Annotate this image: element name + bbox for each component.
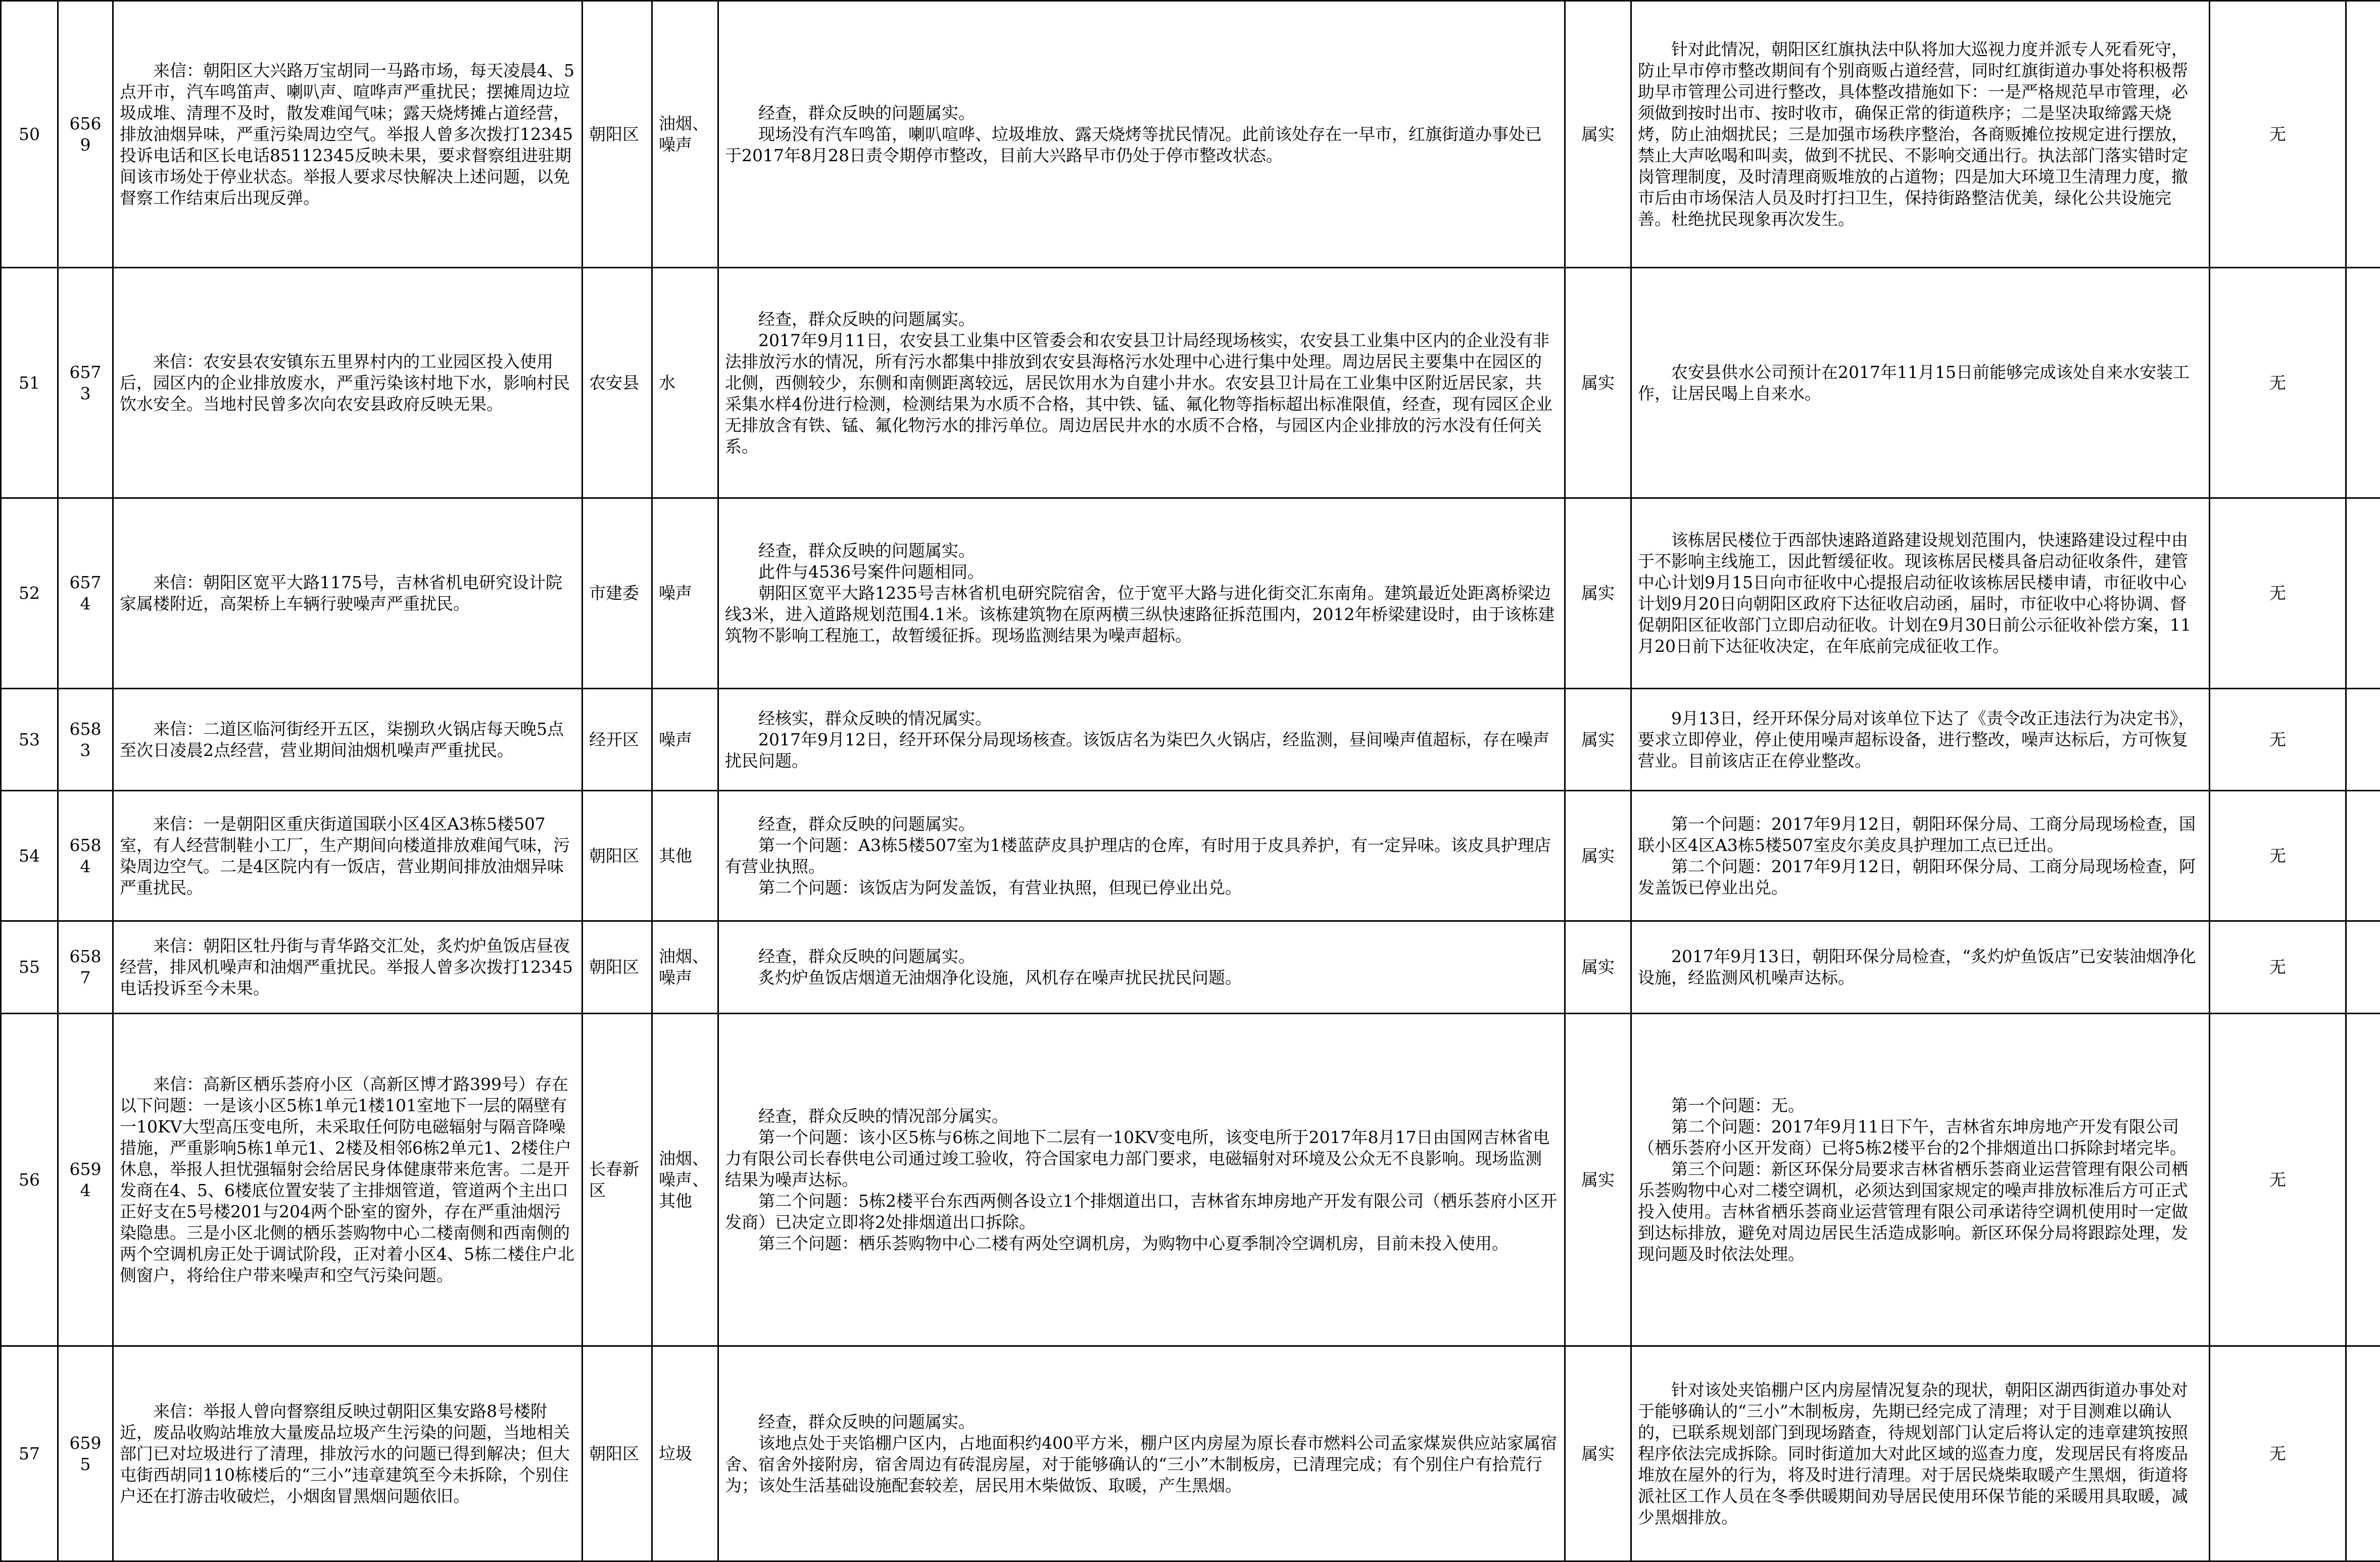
district: 朝阳区 (582, 791, 652, 921)
handling-cell (1631, 1, 2210, 268)
findings-paragraph: 经查，群众反映的问题属实。 (725, 309, 1558, 330)
pollution-type: 其他 (652, 791, 718, 921)
table-row (1, 689, 2380, 791)
findings-paragraph: 炙灼炉鱼饭店烟道无油烟净化设施，风机存在噪声扰民扰民问题。 (725, 967, 1558, 988)
handling-paragraph: 该栋居民楼位于西部快速路道路建设规划范围内，快速路建设过程中由于不影响主线施工，因此暂缓征收。现该栋居民楼具备启动征收条件，建管中心计划9月15日向市征收中心提报启动征收该栋居民楼申请，市征收中心计划9月20日向朝阳区政府下达征收启动函，届时，市征收中心将协调、督促朝阳区征收部门立即启动征收。计划在9月30日前公示征收补偿方案，11月20日前下达征收决定，在年底前完成征收工作。 (1638, 530, 2203, 657)
findings-paragraph: 经查，群众反映的情况部分属实。 (725, 1106, 1558, 1127)
row-number: 55 (1, 921, 58, 1014)
findings-paragraph: 经查，群众反映的问题属实。 (725, 540, 1558, 561)
table-row (1, 791, 2380, 921)
handling-cell (1631, 689, 2210, 791)
extra-cell (2346, 791, 2380, 921)
verdict: 属实 (1565, 268, 1631, 498)
row-number: 51 (1, 268, 58, 498)
row-number: 56 (1, 1014, 58, 1346)
table-row (1, 498, 2380, 689)
case-id: 6583 (58, 689, 113, 791)
handling-cell (1631, 498, 2210, 689)
table-row (1, 1346, 2380, 1561)
findings-cell (718, 498, 1565, 689)
case-id: 6584 (58, 791, 113, 921)
findings-paragraph: 第二个问题：该饭店为阿发盖饭，有营业执照，但现已停业出兑。 (725, 877, 1558, 898)
district: 农安县 (582, 268, 652, 498)
row-number: 57 (1, 1346, 58, 1561)
penalty: 无 (2210, 689, 2346, 791)
pollution-type: 噪声 (652, 689, 718, 791)
row-number: 50 (1, 1, 58, 268)
penalty: 无 (2210, 1, 2346, 268)
findings-cell (718, 1, 1565, 268)
case-id: 6587 (58, 921, 113, 1014)
pollution-type: 油烟、噪声 (652, 1, 718, 268)
handling-paragraph: 第三个问题：新区环保分局要求吉林省栖乐荟商业运营管理有限公司栖乐荟购物中心对二楼空调机，必须达到国家规定的噪声排放标准后方可正式投入使用。吉林省栖乐荟商业运营管理有限公司承诺待空调机使用时一定做到达标排放，避免对周边居民生活造成影响。新区环保分局将跟踪处理，发现问题及时依法处理。 (1638, 1159, 2203, 1265)
findings-paragraph: 经查，群众反映的问题属实。 (725, 814, 1558, 835)
district: 朝阳区 (582, 1, 652, 268)
complaint-text: 来信：朝阳区牡丹街与青华路交汇处，炙灼炉鱼饭店昼夜经营，排风机噪声和油烟严重扰民。举报人曾多次拨打12345电话投诉至今未果。 (113, 921, 582, 1014)
findings-paragraph: 第二个问题：5栋2楼平台东西两侧各设立1个排烟道出口，吉林省东坤房地产开发有限公司（栖乐荟府小区开发商）已决定立即将2处排烟道出口拆除。 (725, 1191, 1558, 1233)
case-id: 6595 (58, 1346, 113, 1561)
case-id: 6574 (58, 498, 113, 689)
findings-paragraph: 第三个问题：栖乐荟购物中心二楼有两处空调机房，为购物中心夏季制冷空调机房，目前未投入使用。 (725, 1233, 1558, 1254)
findings-paragraph: 2017年9月12日，经开环保分局现场核查。该饭店名为柒巴久火锅店，经监测，昼间噪声值超标，存在噪声扰民问题。 (725, 729, 1558, 772)
pollution-type: 噪声 (652, 498, 718, 689)
penalty: 无 (2210, 268, 2346, 498)
case-table-body (1, 1, 2380, 1561)
verdict: 属实 (1565, 921, 1631, 1014)
handling-cell (1631, 268, 2210, 498)
complaint-text: 来信：朝阳区大兴路万宝胡同一马路市场，每天凌晨4、5点开市，汽车鸣笛声、喇叭声、喧哗声严重扰民；摆摊周边垃圾成堆、清理不及时，散发难闻气味；露天烧烤摊占道经营，排放油烟异味，严重污染周边空气。举报人曾多次拨打12345投诉电话和区长电话85112345反映未果，要求督察组进驻期间该市场处于停业状态。举报人要求尽快解决上述问题，以免督察工作结束后出现反弹。 (113, 1, 582, 268)
row-number: 52 (1, 498, 58, 689)
findings-paragraph: 经查，群众反映的问题属实。 (725, 1411, 1558, 1433)
findings-cell (718, 1014, 1565, 1346)
handling-cell (1631, 791, 2210, 921)
findings-cell (718, 689, 1565, 791)
findings-paragraph: 经查，群众反映的问题属实。 (725, 103, 1558, 124)
handling-paragraph: 第二个问题：2017年9月11日下午，吉林省东坤房地产开发有限公司（栖乐荟府小区开发商）已将5栋2楼平台的2个排烟道出口拆除封堵完毕。 (1638, 1116, 2203, 1159)
handling-paragraph: 针对此情况，朝阳区红旗执法中队将加大巡视力度并派专人死看死守，防止早市停市整改期间有个别商贩占道经营，同时红旗街道办事处将积极帮助早市管理公司进行整改，具体整改措施如下：一是严格规范早市管理，必须做到按时出市、按时收市，确保正常的街道秩序；二是坚决取缔露天烧烤，防止油烟扰民；三是加强市场秩序整治，各商贩摊位按规定进行摆放，禁止大声吆喝和叫卖，做到不扰民、不影响交通出行。执法部门落实错时定岗管理制度，及时清理商贩堆放的占道物；四是加大环境卫生清理力度，撤市后由市场保洁人员及时打扫卫生，保持街路整洁优美，绿化公共设施完善。杜绝扰民现象再次发生。 (1638, 39, 2203, 230)
case-id: 6573 (58, 268, 113, 498)
findings-paragraph: 经核实，群众反映的情况属实。 (725, 708, 1558, 729)
penalty: 无 (2210, 1014, 2346, 1346)
findings-paragraph: 第一个问题：A3栋5楼507室为1楼蓝萨皮具护理店的仓库，有时用于皮具养护，有一定异味。该皮具护理店有营业执照。 (725, 835, 1558, 877)
findings-cell (718, 268, 1565, 498)
row-number: 53 (1, 689, 58, 791)
district: 经开区 (582, 689, 652, 791)
extra-cell (2346, 921, 2380, 1014)
pollution-type: 油烟、噪声、其他 (652, 1014, 718, 1346)
district: 朝阳区 (582, 1346, 652, 1561)
findings-paragraph: 现场没有汽车鸣笛，喇叭喧哗、垃圾堆放、露天烧烤等扰民情况。此前该处存在一早市，红旗街道办事处已于2017年8月28日责令期停市整改，目前大兴路早市仍处于停市整改状态。 (725, 124, 1558, 166)
handling-paragraph: 第一个问题：无。 (1638, 1095, 2203, 1116)
district: 朝阳区 (582, 921, 652, 1014)
handling-paragraph: 9月13日，经开环保分局对该单位下达了《责令改正违法行为决定书》，要求立即停业，停止使用噪声超标设备，进行整改，噪声达标后，方可恢复营业。目前该店正在停业整改。 (1638, 708, 2203, 772)
row-number: 54 (1, 791, 58, 921)
verdict: 属实 (1565, 689, 1631, 791)
case-id: 6594 (58, 1014, 113, 1346)
verdict: 属实 (1565, 1014, 1631, 1346)
extra-cell (2346, 689, 2380, 791)
complaint-text: 来信：一是朝阳区重庆街道国联小区4区A3栋5楼507室，有人经营制鞋小工厂，生产期间向楼道排放难闻气味，污染周边空气。二是4区院内有一饭店，营业期间排放油烟异味严重扰民。 (113, 791, 582, 921)
pollution-type: 垃圾 (652, 1346, 718, 1561)
findings-paragraph: 此件与4536号案件问题相同。 (725, 561, 1558, 583)
extra-cell (2346, 1346, 2380, 1561)
complaint-text: 来信：高新区栖乐荟府小区（高新区博才路399号）存在以下问题：一是该小区5栋1单元1楼101室地下一层的隔壁有一10KV大型高压变电所，未采取任何防电磁辐射与隔音降噪措施，严重影响5栋1单元1、2楼及相邻6栋2单元1、2楼住户休息，举报人担忧强辐射会给居民身体健康带来危害。二是开发商在4、5、6楼底位置安装了主排烟管道，管道两个主出口正好支在5号楼201与204两个卧室的窗外，存在严重油烟污染隐患。三是小区北侧的栖乐荟购物中心二楼南侧和西南侧的两个空调机房正处于调试阶段，正对着小区4、5栋二楼住户北侧窗户，将给住户带来噪声和空气污染问题。 (113, 1014, 582, 1346)
penalty: 无 (2210, 921, 2346, 1014)
verdict: 属实 (1565, 1, 1631, 268)
extra-cell (2346, 1014, 2380, 1346)
findings-paragraph: 该地点处于夹馅棚户区内，占地面积约400平方米，棚户区内房屋为原长春市燃料公司孟家煤炭供应站家属宿舍、宿舍外接附房，宿舍周边有砖混房屋，对于能够确认的“三小”木制板房，已清理完成；有个别住户有拾荒行为；该处生活基础设施配套较差，居民用木柴做饭、取暖，产生黑烟。 (725, 1433, 1558, 1496)
pollution-type: 水 (652, 268, 718, 498)
handling-paragraph: 第二个问题：2017年9月12日，朝阳环保分局、工商分局现场检查，阿发盖饭已停业出兑。 (1638, 856, 2203, 898)
complaint-text: 来信：举报人曾向督察组反映过朝阳区集安路8号楼附近，废品收购站堆放大量废品垃圾产生污染的问题，当地相关部门已对垃圾进行了清理，排放污水的问题已得到解决；但大屯街西胡同110栋楼后的“三小”违章建筑至今未拆除，个别住户还在打游击收破烂，小烟囱冒黑烟问题依旧。 (113, 1346, 582, 1561)
verdict: 属实 (1565, 791, 1631, 921)
handling-paragraph: 针对该处夹馅棚户区内房屋情况复杂的现状，朝阳区湖西街道办事处对于能够确认的“三小”木制板房，先期已经完成了清理；对于目测难以确认的，已联系规划部门到现场踏查，待规划部门认定后将认定的违章建筑按照程序依法完成拆除。同时街道加大对此区域的巡查力度，发现居民有将废品堆放在屋外的行为，将及时进行清理。对于居民烧柴取暖产生黑烟，街道将派社区工作人员在冬季供暖期间劝导居民使用环保节能的采暖用具取暖，减少黑烟排放。 (1638, 1380, 2203, 1528)
district: 市建委 (582, 498, 652, 689)
table-row (1, 268, 2380, 498)
verdict: 属实 (1565, 1346, 1631, 1561)
complaint-text: 来信：农安县农安镇东五里界村内的工业园区投入使用后，园区内的企业排放废水，严重污染该村地下水，影响村民饮水安全。当地村民曾多次向农安县政府反映无果。 (113, 268, 582, 498)
findings-cell (718, 1346, 1565, 1561)
penalty: 无 (2210, 791, 2346, 921)
table-row (1, 1, 2380, 268)
case-id: 6569 (58, 1, 113, 268)
table-row (1, 921, 2380, 1014)
findings-paragraph: 经查，群众反映的问题属实。 (725, 946, 1558, 967)
complaint-text: 来信：朝阳区宽平大路1175号，吉林省机电研究设计院家属楼附近，高架桥上车辆行驶噪声严重扰民。 (113, 498, 582, 689)
extra-cell (2346, 498, 2380, 689)
handling-paragraph: 第一个问题：2017年9月12日，朝阳环保分局、工商分局现场检查，国联小区4区A3栋5楼507室皮尔美皮具护理加工点已迁出。 (1638, 814, 2203, 856)
extra-cell (2346, 1, 2380, 268)
handling-cell (1631, 921, 2210, 1014)
penalty: 无 (2210, 1346, 2346, 1561)
table-row (1, 1014, 2380, 1346)
findings-cell (718, 921, 1565, 1014)
complaint-text: 来信：二道区临河街经开五区，柒捌玖火锅店每天晚5点至次日凌晨2点经营，营业期间油烟机噪声严重扰民。 (113, 689, 582, 791)
findings-cell (718, 791, 1565, 921)
penalty: 无 (2210, 498, 2346, 689)
district: 长春新区 (582, 1014, 652, 1346)
handling-cell (1631, 1014, 2210, 1346)
handling-cell (1631, 1346, 2210, 1561)
pollution-type: 油烟、噪声 (652, 921, 718, 1014)
verdict: 属实 (1565, 498, 1631, 689)
findings-paragraph: 朝阳区宽平大路1235号吉林省机电研究院宿舍，位于宽平大路与进化街交汇东南角。建筑最近处距离桥梁边线3米，进入道路规划范围4.1米。该栋建筑物在原两横三纵快速路征拆范围内，2012年桥梁建设时，由于该栋建筑物不影响工程施工，故暂缓征拆。现场监测结果为噪声超标。 (725, 583, 1558, 646)
handling-paragraph: 农安县供水公司预计在2017年11月15日前能够完成该处自来水安装工作，让居民喝上自来水。 (1638, 362, 2203, 404)
findings-paragraph: 第一个问题：该小区5栋与6栋之间地下二层有一10KV变电所，该变电所于2017年8月17日由国网吉林省电力有限公司长春供电公司通过竣工验收，符合国家电力部门要求，电磁辐射对环境及公众无不良影响。现场监测结果为噪声达标。 (725, 1127, 1558, 1191)
handling-paragraph: 2017年9月13日，朝阳环保分局检查，“炙灼炉鱼饭店”已安装油烟净化设施，经监测风机噪声达标。 (1638, 946, 2203, 988)
findings-paragraph: 2017年9月11日，农安县工业集中区管委会和农安县卫计局经现场核实，农安县工业集中区内的企业没有非法排放污水的情况，所有污水都集中排放到农安县海格污水处理中心进行集中处理。周边居民主要集中在园区的北侧，西侧较少，东侧和南侧距离较远，居民饮用水为自建小井水。农安县卫计局在工业集中区附近居民家，共采集水样4份进行检测，检测结果为水质不合格，其中铁、锰、氟化物等指标超出标准限值，经查，现有园区企业无排放含有铁、锰、氟化物污水的排污单位。周边居民井水的水质不合格，与园区内企业排放的污水没有任何关系。 (725, 330, 1558, 457)
extra-cell (2346, 268, 2380, 498)
